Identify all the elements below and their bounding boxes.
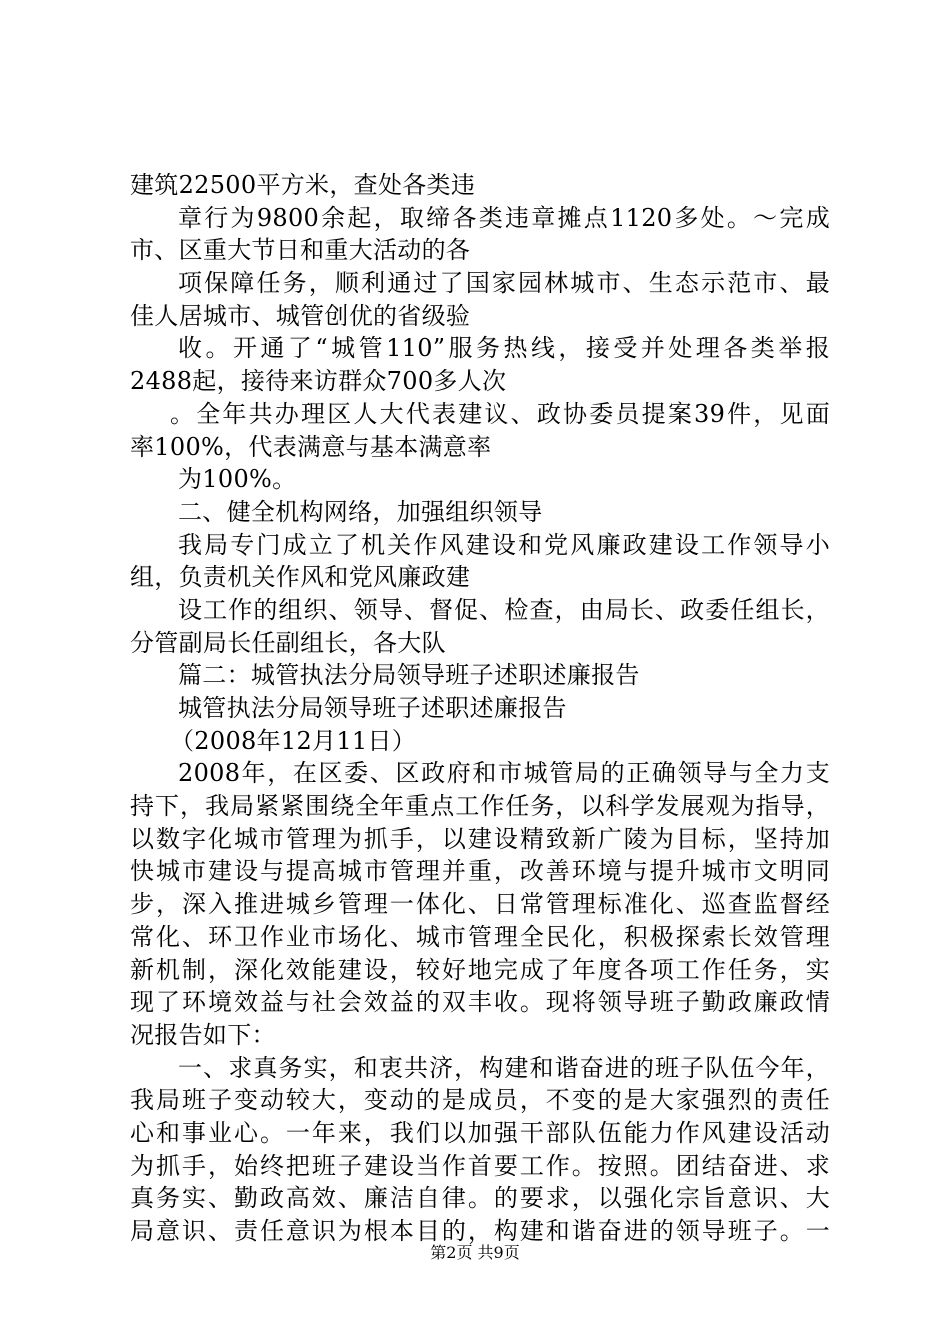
text-line: 局意识、责任意识为根本目的，构建和谐奋进的领导班子。一 [130, 1217, 830, 1245]
text-line: 新机制，深化效能建设，较好地完成了年度各项工作任务，实 [130, 955, 830, 984]
text-line: 为100%。 [178, 465, 297, 494]
text-line: 快城市建设与提高城市管理并重，改善环境与提升城市文明同 [130, 857, 830, 886]
text-line: 2008年，在区委、区政府和市城管局的正确领导与全力支 [178, 759, 830, 788]
text-line: 组，负责机关作风和党风廉政建 [130, 563, 471, 592]
text-line: 2488起，接待来访群众700多人次 [130, 367, 507, 396]
text-line: 设工作的组织、领导、督促、检查，由局长、政委任组长， [178, 595, 830, 624]
text-line: 收。开通了“城管110”服务热线，接受并处理各类举报 [178, 334, 830, 363]
text-line: 我局专门成立了机关作风建设和党风廉政建设工作领导小 [178, 530, 830, 559]
text-line: 分管副局长任副组长，各大队 [130, 628, 446, 657]
text-line: 篇二：城管执法分局领导班子述职述廉报告 [178, 661, 640, 690]
text-line: 章行为9800余起，取缔各类违章摊点1120多处。～完成 [178, 203, 830, 232]
text-line: 步，深入推进城乡管理一体化、日常管理标准化、巡查监督经 [130, 890, 830, 919]
text-line: （2008年12月11日） [170, 726, 417, 755]
text-line: 我局班子变动较大，变动的是成员，不变的是大家强烈的责任 [130, 1086, 830, 1115]
text-line: 心和事业心。一年来，我们以加强干部队伍能力作风建设活动 [130, 1118, 830, 1147]
text-line: 真务实、勤政高效、廉洁自律。的要求，以强化宗旨意识、大 [130, 1184, 830, 1213]
text-line: 。全年共办理区人大代表建议、政协委员提案39件，见面 [170, 399, 830, 428]
text-line: 常化、环卫作业市场化、城市管理全民化，积极探索长效管理 [130, 922, 830, 951]
text-line: 二、健全机构网络，加强组织领导 [178, 497, 543, 526]
page-footer: 第2页 共9页 [430, 1243, 520, 1262]
text-line: 率100%，代表满意与基本满意率 [130, 432, 492, 461]
text-line: 城管执法分局领导班子述职述廉报告 [178, 694, 567, 722]
text-line: 现了环境效益与社会效益的双丰收。现将领导班子勤政廉政情 [130, 988, 830, 1017]
text-line: 建筑22500平方米，查处各类违 [130, 171, 476, 199]
document-body [130, 169, 830, 1248]
text-line: 为抓手，始终把班子建设当作首要工作。按照。团结奋进、求 [130, 1151, 830, 1180]
text-line: 项保障任务，顺利通过了国家园林城市、生态示范市、最 [178, 269, 830, 298]
text-line: 市、区重大节日和重大活动的各 [130, 236, 471, 265]
text-line: 佳人居城市、城管创优的省级验 [130, 301, 471, 330]
text-line: 持下，我局紧紧围绕全年重点工作任务，以科学发展观为指导， [130, 792, 830, 821]
text-line: 况报告如下： [130, 1020, 276, 1049]
text-line: 一、求真务实，和衷共济，构建和谐奋进的班子队伍今年， [178, 1053, 830, 1082]
text-line: 以数字化城市管理为抓手，以建设精致新广陵为目标，坚持加 [130, 824, 830, 853]
